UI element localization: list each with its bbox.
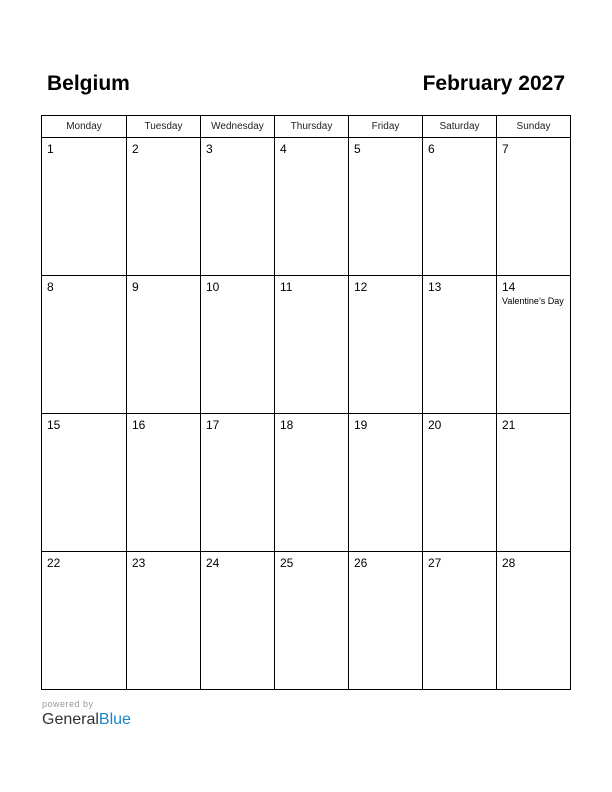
- day-number: 28: [502, 556, 516, 570]
- day-number: 4: [280, 142, 287, 156]
- day-cell: [275, 276, 349, 414]
- day-cell: [349, 414, 423, 552]
- day-number: 10: [206, 280, 220, 294]
- day-number: 8: [47, 280, 54, 294]
- day-number: 14: [502, 280, 516, 294]
- day-number: 17: [206, 418, 220, 432]
- week-row: [42, 276, 571, 414]
- day-cell: [497, 414, 571, 552]
- weekday-header-row: [42, 116, 571, 138]
- day-number: 16: [132, 418, 146, 432]
- day-number: 25: [280, 556, 294, 570]
- day-cell: [42, 276, 127, 414]
- brand-name: [42, 710, 131, 730]
- day-cell: [497, 138, 571, 276]
- day-cell: [349, 138, 423, 276]
- day-number: 24: [206, 556, 220, 570]
- day-number: 7: [502, 142, 509, 156]
- brand-general: General: [42, 711, 99, 728]
- day-cell: [497, 276, 571, 414]
- day-number: 15: [47, 418, 61, 432]
- day-cell: [201, 414, 275, 552]
- day-number: 6: [428, 142, 435, 156]
- day-number: 2: [132, 142, 139, 156]
- weekday-header: Thursday: [275, 116, 349, 138]
- day-number: 23: [132, 556, 146, 570]
- day-cell: [201, 276, 275, 414]
- brand-blue: Blue: [98, 711, 131, 728]
- week-row: [42, 414, 571, 552]
- day-cell: [423, 138, 497, 276]
- day-number: 9: [132, 280, 139, 294]
- day-number: 21: [502, 418, 516, 432]
- weekday-header: Wednesday: [201, 116, 275, 138]
- day-cell: [127, 138, 201, 276]
- day-cell: [42, 414, 127, 552]
- day-number: 26: [354, 556, 368, 570]
- day-number: 20: [428, 418, 442, 432]
- day-number: 3: [206, 142, 213, 156]
- day-cell: [201, 552, 275, 690]
- day-number: 13: [428, 280, 442, 294]
- day-cell: [423, 276, 497, 414]
- day-number: 12: [354, 280, 368, 294]
- day-cell: [275, 414, 349, 552]
- generalblue-logo: [42, 699, 131, 730]
- day-cell: [275, 138, 349, 276]
- day-cell: [127, 276, 201, 414]
- weekday-header: Saturday: [423, 116, 497, 138]
- calendar-grid: [41, 115, 571, 690]
- day-number: 27: [428, 556, 442, 570]
- day-number: 11: [280, 280, 293, 294]
- day-cell: [349, 276, 423, 414]
- holiday-label: Valentine’s Day: [502, 296, 564, 306]
- day-cell: [127, 414, 201, 552]
- weekday-header: Sunday: [497, 116, 571, 138]
- weekday-header: Friday: [349, 116, 423, 138]
- country-title: Belgium: [47, 72, 130, 95]
- day-cell: [497, 552, 571, 690]
- day-cell: [275, 552, 349, 690]
- day-number: 1: [47, 142, 54, 156]
- powered-by-label: powered by: [42, 699, 94, 709]
- week-row: [42, 138, 571, 276]
- day-number: 5: [354, 142, 361, 156]
- day-cell: [349, 552, 423, 690]
- day-cell: [201, 138, 275, 276]
- day-cell: [127, 552, 201, 690]
- day-cell: [42, 138, 127, 276]
- day-number: 19: [354, 418, 368, 432]
- day-cell: [42, 552, 127, 690]
- weekday-header: Monday: [42, 116, 127, 138]
- weekday-header: Tuesday: [127, 116, 201, 138]
- week-row: [42, 552, 571, 690]
- day-cell: [423, 552, 497, 690]
- day-number: 22: [47, 556, 61, 570]
- day-number: 18: [280, 418, 294, 432]
- day-cell: [423, 414, 497, 552]
- month-year-title: February 2027: [422, 72, 565, 95]
